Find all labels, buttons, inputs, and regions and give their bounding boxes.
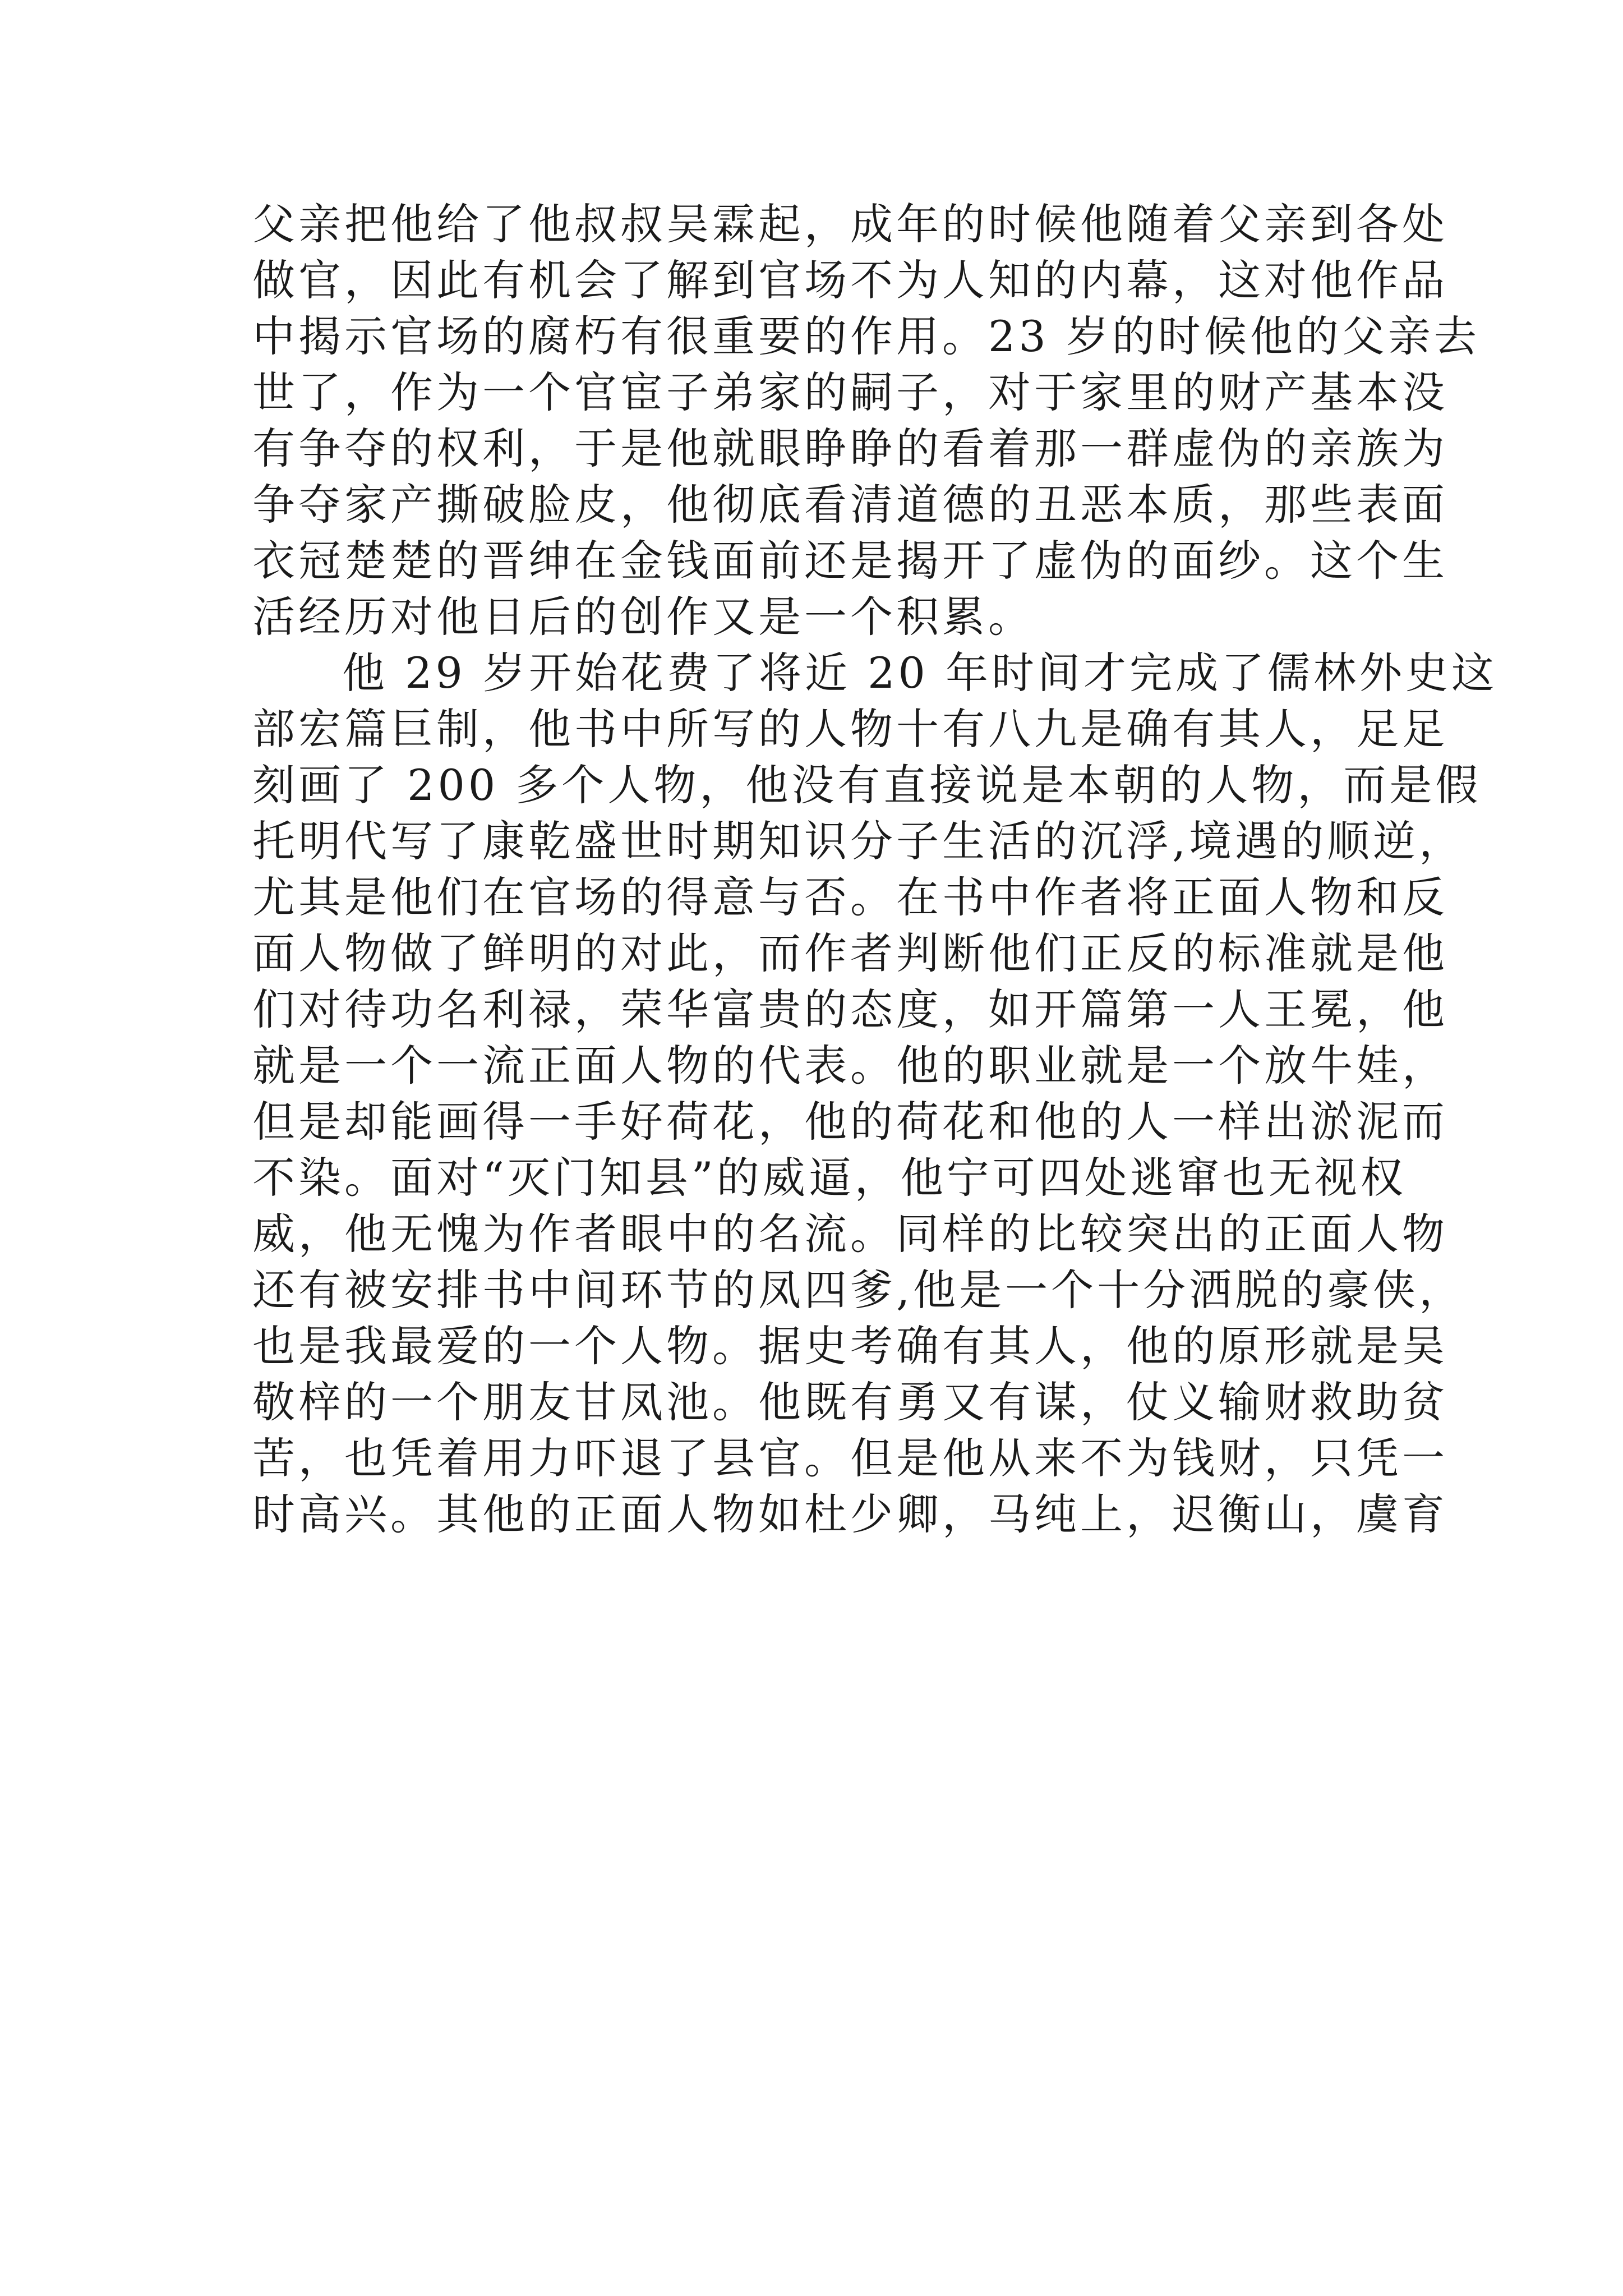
text-line: 部宏篇巨制，他书中所写的人物十有八九是确有其人，足足 <box>252 704 1448 754</box>
text-line: 时高兴。其他的正面人物如杜少卿，马纯上，迟衡山，虞育 <box>252 1489 1448 1539</box>
text-line: 托明代写了康乾盛世时期知识分子生活的沉浮,境遇的顺逆， <box>252 816 1465 866</box>
paragraph-start-line: 他 29 岁开始花费了将近 20 年时间才完成了儒林外史这 <box>342 648 1498 698</box>
text-line: 也是我最爱的一个人物。据史考确有其人，他的原形就是吴 <box>252 1321 1448 1371</box>
text-line: 就是一个一流正面人物的代表。他的职业就是一个放牛娃， <box>252 1041 1448 1091</box>
text-line: 父亲把他给了他叔叔吴霖起，成年的时候他随着父亲到各处 <box>252 199 1448 249</box>
text-line: 们对待功名利禄，荣华富贵的态度，如开篇第一人王冕，他 <box>252 984 1448 1034</box>
text-line: 尤其是他们在官场的得意与否。在书中作者将正面人物和反 <box>252 872 1448 922</box>
text-line: 中揭示官场的腐朽有很重要的作用。23 岁的时候他的父亲去 <box>252 311 1480 361</box>
text-line: 争夺家产撕破脸皮，他彻底看清道德的丑恶本质，那些表面 <box>252 480 1448 530</box>
text-line: 但是却能画得一手好荷花，他的荷花和他的人一样出淤泥而 <box>252 1097 1448 1147</box>
text-line: 刻画了 200 多个人物，他没有直接说是本朝的人物，而是假 <box>252 760 1482 810</box>
body-text <box>252 196 1498 1543</box>
text-line: 世了，作为一个官宦子弟家的嗣子，对于家里的财产基本没 <box>252 367 1448 417</box>
text-line: 不染。面对“灭门知县”的威逼，他宁可四处逃窜也无视权 <box>252 1153 1407 1203</box>
text-line: 活经历对他日后的创作又是一个积累。 <box>252 592 1034 642</box>
text-line: 敬梓的一个朋友甘凤池。他既有勇又有谋，仗义输财救助贫 <box>252 1377 1448 1427</box>
text-line: 有争夺的权利，于是他就眼睁睁的看着那一群虚伪的亲族为 <box>252 424 1448 473</box>
text-line: 还有被安排书中间环节的凤四爹,他是一个十分洒脱的豪侠， <box>252 1265 1465 1315</box>
text-line: 做官，因此有机会了解到官场不为人知的内幕，这对他作品 <box>252 255 1448 305</box>
text-line: 苦，也凭着用力吓退了县官。但是他从来不为钱财，只凭一 <box>252 1433 1448 1483</box>
text-line: 面人物做了鲜明的对此，而作者判断他们正反的标准就是他 <box>252 928 1448 978</box>
text-line: 衣冠楚楚的晋绅在金钱面前还是揭开了虚伪的面纱。这个生 <box>252 536 1448 586</box>
text-line: 威，他无愧为作者眼中的名流。同样的比较突出的正面人物 <box>252 1209 1448 1259</box>
